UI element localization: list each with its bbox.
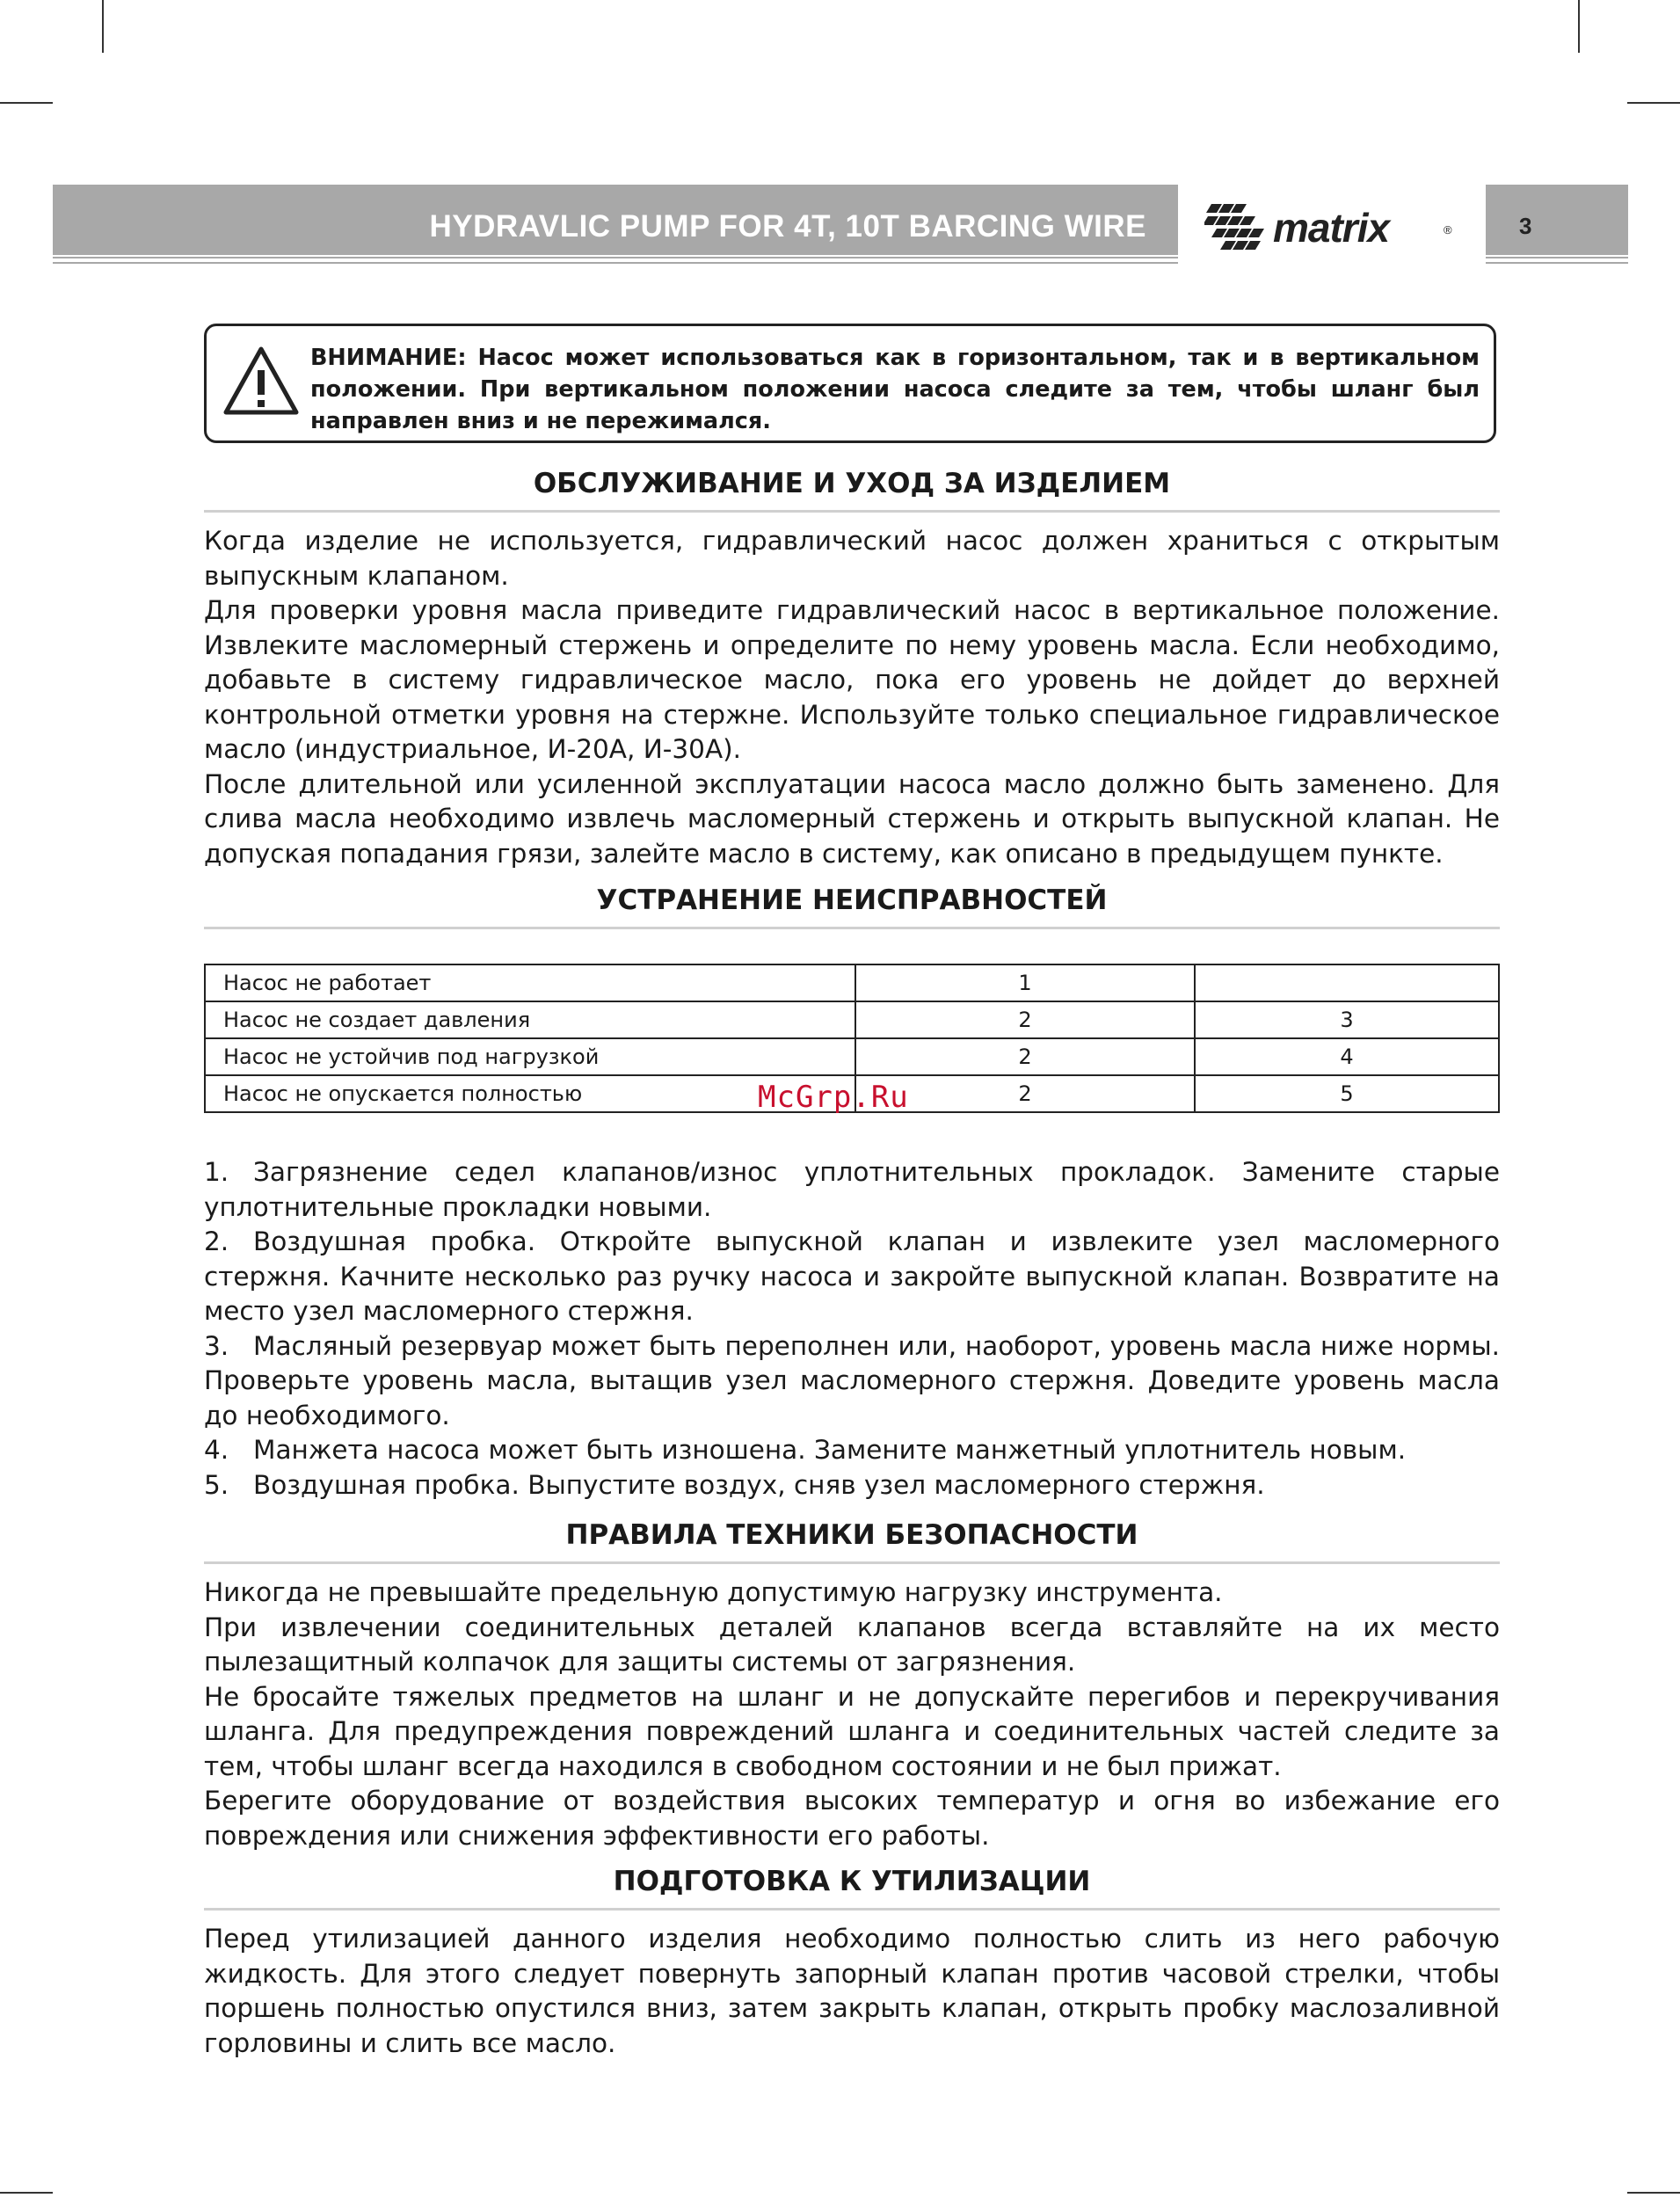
header-bar	[53, 185, 1178, 255]
paragraph: Перед утилизацией данного изделия необходимо полностью слить из него рабочую жидкость. Для этого следует повернуть запорный клапан против часовой стрелки, чтобы поршень полностью опустился вниз, затем закрыть клапан, открыть пробку маслозаливной горловины и слить все масло.	[204, 1924, 1500, 2058]
safety-text	[204, 1576, 1500, 1853]
cause-cell: 3	[1195, 1001, 1499, 1038]
paragraph: Когда изделие не используется, гидравлический насос должен храниться с открытым выпускным клапаном.	[204, 526, 1500, 591]
paragraph: Никогда не превышайте предельную допустимую нагрузку инструмента.	[204, 1577, 1223, 1607]
problem-cell: Насос не создает давления	[205, 1001, 855, 1038]
cause-cell	[1195, 964, 1499, 1001]
cause-cell: 2	[855, 1075, 1195, 1112]
cause-cell: 2	[855, 1038, 1195, 1075]
list-text: Масляный резервуар может быть переполнен или, наоборот, уровень масла ниже нормы. Проверьте уровень масла, вытащив узел масломерного стержня. Доведите уровень масла до необходимого.	[204, 1330, 1500, 1430]
paragraph: Для проверки уровня масла приведите гидравлический насос в вертикальное положение. Извлеките масломерный стержень и определите по нему уровень масла. Если необходимо, добавьте в систему гидравлическое масло, пока его уровень не дойдет до верхней контрольной отметки уровня на стержне. Используйте только специальное гидравлическое масло (индустриальное, И-20А, И-30А).	[204, 595, 1500, 764]
list-number: 3.	[204, 1330, 229, 1361]
list-number: 1.	[204, 1157, 229, 1187]
table-row	[205, 1038, 1499, 1075]
paragraph: После длительной или усиленной эксплуатации насоса масло должно быть заменено. Для слива масла необходимо извлечь масломерный стержень и открыть выпускной клапан. Не допуская попадания грязи, залейте масло в систему, как описано в предыдущем пункте.	[204, 768, 1500, 869]
section-heading-troubleshooting: УСТРАНЕНИЕ НЕИСПРАВНОСТЕЙ	[204, 883, 1500, 929]
list-number: 2.	[204, 1226, 229, 1256]
table-row	[205, 1001, 1499, 1038]
list-text: Воздушная пробка. Откройте выпускной клапан и извлеките узел масломерного стержня. Качните несколько раз ручку насоса и закройте выпускной клапан. Возвратите на место узел масломерного стержня.	[204, 1226, 1500, 1326]
list-number: 4.	[204, 1435, 229, 1465]
section-heading-disposal: ПОДГОТОВКА К УТИЛИЗАЦИИ	[204, 1864, 1500, 1911]
warning-triangle-icon	[222, 346, 300, 416]
list-item	[204, 1468, 1500, 1503]
crop-mark	[0, 102, 53, 104]
cause-cell: 2	[855, 1001, 1195, 1038]
crop-mark	[1578, 0, 1580, 53]
disposal-text	[204, 1922, 1500, 2061]
paragraph: Не бросайте тяжелых предметов на шланг и не допускайте перегибов и перекручивания шланга. Для предупреждения повреждений шланга и соединительных частей следите за тем, чтобы шланг всегда находился в свободном состоянии и не был прижат.	[204, 1681, 1500, 1781]
maintenance-text	[204, 524, 1500, 871]
cause-cell: 5	[1195, 1075, 1499, 1112]
problem-cell: Насос не работает	[205, 964, 855, 1001]
list-number: 5.	[204, 1469, 229, 1500]
registered-mark: ®	[1444, 223, 1452, 237]
cause-cell: 1	[855, 964, 1195, 1001]
paragraph: Берегите оборудование от воздействия высоких температур и огня во избежание его повреждения или снижения эффективности его работы.	[204, 1786, 1500, 1851]
logo-grid-icon	[1204, 200, 1275, 255]
header-title: HYDRAVLIC PUMP FOR 4T, 10T BARCING WIRE	[429, 209, 1146, 244]
cause-cell: 4	[1195, 1038, 1499, 1075]
troubleshooting-list	[204, 1155, 1500, 1503]
crop-mark	[102, 0, 104, 53]
list-text: Манжета насоса может быть изношена. Замените манжетный уплотнитель новым.	[253, 1435, 1407, 1465]
brand-name: matrix	[1273, 205, 1390, 251]
brand-logo	[1204, 200, 1459, 262]
paragraph: При извлечении соединительных деталей клапанов всегда вставляйте на их место пылезащитный колпачок для защиты системы от загрязнения.	[204, 1612, 1500, 1677]
crop-mark	[0, 2192, 53, 2194]
list-text: Воздушная пробка. Выпустите воздух, сняв узел масломерного стержня.	[253, 1469, 1265, 1500]
crop-mark	[1627, 102, 1680, 104]
crop-mark	[1627, 2192, 1680, 2194]
page-number: 3	[1519, 213, 1532, 239]
list-text: Загрязнение седел клапанов/износ уплотнительных прокладок. Замените старые уплотнительные прокладки новыми.	[204, 1157, 1500, 1222]
problem-cell: Насос не опускается полностью	[205, 1075, 855, 1112]
table-row	[205, 964, 1499, 1001]
list-item	[204, 1433, 1500, 1468]
page-number-box	[1486, 185, 1628, 255]
section-heading-safety: ПРАВИЛА ТЕХНИКИ БЕЗОПАСНОСТИ	[204, 1517, 1500, 1564]
list-item	[204, 1225, 1500, 1329]
list-item	[204, 1329, 1500, 1434]
problem-cell: Насос не устойчив под нагрузкой	[205, 1038, 855, 1075]
list-item	[204, 1155, 1500, 1225]
warning-text: ВНИМАНИЕ: Насос может использоваться как в горизонтальном, так и в вертикальном положении. При вертикальном положении насоса следите за тем, чтобы шланг был направлен вниз и не пережимался.	[310, 345, 1480, 434]
section-heading-maintenance: ОБСЛУЖИВАНИЕ И УХОД ЗА ИЗДЕЛИЕМ	[204, 466, 1500, 513]
watermark: McGrp.Ru	[758, 1080, 909, 1115]
warning-box	[204, 324, 1496, 443]
